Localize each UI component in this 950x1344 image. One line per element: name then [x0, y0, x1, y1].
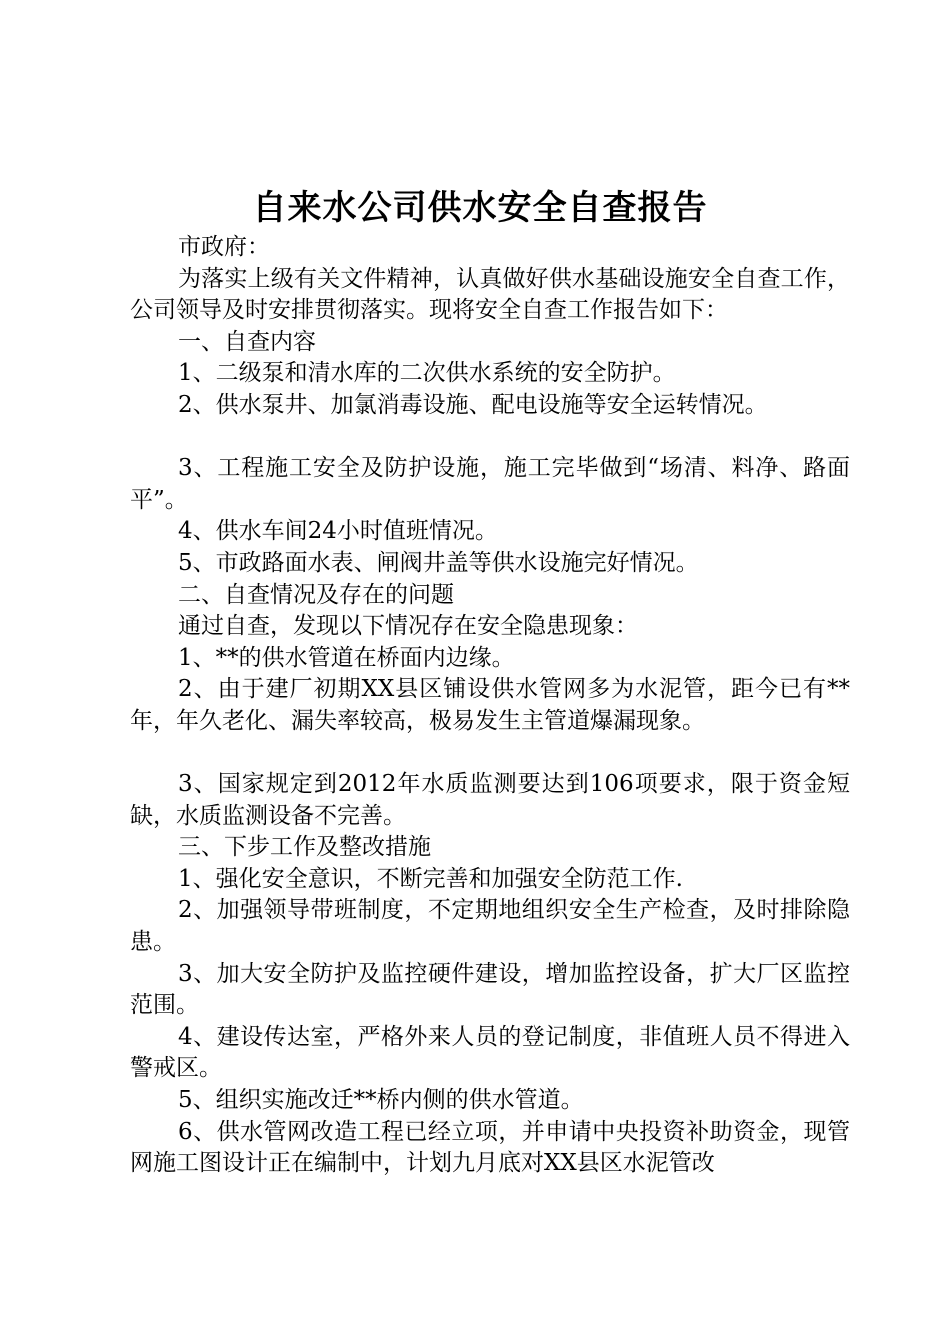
list-item: 1、**的供水管道在桥面内边缘。	[178, 644, 515, 671]
list-item: 1、强化安全意识，不断完善和加强安全防范工作.	[178, 865, 683, 892]
list-item: 3、加大安全防护及监控硬件建设，增加监控设备，扩大厂区监控范围。	[130, 960, 850, 1019]
section-heading-1: 一、自查内容	[178, 328, 316, 355]
list-item: 5、组织实施改迁**桥内侧的供水管道。	[178, 1087, 584, 1114]
list-item: 3、国家规定到2012年水质监测要达到106项要求，限于资金短缺，水质监测设备不完善。	[130, 771, 850, 829]
paragraph-salutation: 市政府：	[178, 234, 270, 260]
section-heading-3: 三、下步工作及整改措施	[178, 834, 431, 861]
paragraph-findings-intro: 通过自查，发现以下情况存在安全隐患现象：	[178, 613, 638, 640]
list-item: 5、市政路面水表、闸阀井盖等供水设施完好情况。	[178, 549, 699, 576]
section-heading-2: 二、自查情况及存在的问题	[178, 581, 454, 608]
list-item: 6、供水管网改造工程已经立项，并申请中央投资补助资金，现管网施工图设计正在编制中，计划九月底对XX县区水泥管改	[130, 1118, 850, 1177]
document-body	[130, 232, 850, 1180]
list-item: 2、供水泵井、加氯消毒设施、配电设施等安全运转情况。	[178, 391, 768, 418]
document-title: 自来水公司供水安全自查报告	[252, 188, 708, 228]
list-item: 1、二级泵和清水库的二次供水系统的安全防护。	[178, 360, 676, 387]
list-item: 4、供水车间24小时值班情况。	[178, 518, 498, 545]
list-item: 2、由于建厂初期XX县区铺设供水管网多为水泥管，距今已有**年，年久老化、漏失率较高，极易发生主管道爆漏现象。	[130, 676, 850, 734]
paragraph-intro: 为落实上级有关文件精神，认真做好供水基础设施安全自查工作，公司领导及时安排贯彻落实。现将安全自查工作报告如下：	[130, 265, 850, 324]
list-item: 4、建设传达室，严格外来人员的登记制度，非值班人员不得进入警戒区。	[130, 1023, 850, 1082]
list-item: 3、工程施工安全及防护设施，施工完毕做到“场清、料净、路面平”。	[130, 455, 850, 513]
list-item: 2、加强领导带班制度，不定期地组织安全生产检查，及时排除隐患。	[130, 897, 850, 956]
